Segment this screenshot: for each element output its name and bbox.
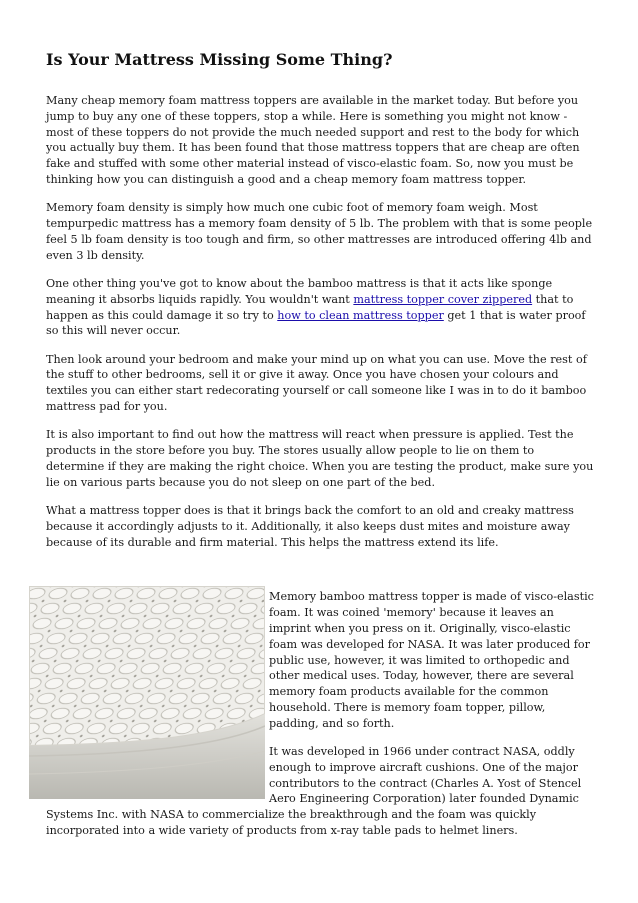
paragraph-3-text-a: One other thing you've got to know about the bamboo mattress is that it acts like sponge meaning it absorbs liquids rapidly. You wouldn't want (46, 276, 553, 306)
paragraph-4: Then look around your bedroom and make your mind up on what you can use. Move the rest of the stuff to other bedrooms, sell it or give it away. Once you have chosen your colours and textiles you can either start redecorating yourself or call someone like I was in to do it bamboo mattress pad for you. (46, 352, 587, 414)
clean-mattress-topper-link[interactable]: how to clean mattress topper (277, 308, 444, 322)
paragraph-5: It is also important to find out how the mattress will react when pressure is applied. Test the products in the store before you buy. The stores usually allow people to lie on them to determine if they are making the right choice. When you are testing the product, make sure you lie on various parts because you do not sleep on one part of the bed. (46, 428, 594, 489)
paragraph-6: What a mattress topper does is that it brings back the comfort to an old and creaky mattress because it accordingly adjusts to it. Additionally, it also keeps dust mites and moisture away because of its durable and firm material. This helps the mattress extend its life. (46, 504, 574, 549)
paragraph-2: Memory foam density is simply how much one cubic foot of memory foam weigh. Most tempurpedic mattress has a memory foam density of 5 lb. The problem with that is some people feel 5 lb foam density is too tough and firm, so other mattresses are introduced offering 4lb and even 3 lb density. (46, 201, 593, 262)
paragraph-3-text-b: that to happen as this could damage it so try to (46, 292, 574, 322)
image-text-block (46, 568, 594, 838)
mattress-topper-image (29, 586, 265, 799)
paragraph-3 (46, 276, 594, 339)
page-title: Is Your Mattress Missing Some Thing? (46, 50, 393, 69)
paragraph-7: Memory bamboo mattress topper is made of visco-elastic foam. It was coined 'memory' because it leaves an imprint when you press on it. Originally, visco-elastic foam was developed for NASA. It was later produced for public use, however, it was limited to orthopedic and other medical uses. Today, however, there are several memory foam products available for the common household. There is memory foam topper, pillow, padding, and so forth. (269, 590, 594, 730)
quilted-mattress-icon (29, 586, 265, 799)
mattress-topper-cover-link[interactable]: mattress topper cover zippered (353, 292, 533, 306)
paragraph-8: It was developed in 1966 under contract NASA, oddly enough to improve aircraft cushions. One of the major contributors to the contract (Charles A. Yost of Stencel Aero Engineering Corporation) later founded Dynamic Systems Inc. with NASA to commercialize the breakthrough and the foam was quickly incorporated into a wide variety of products from x-ray table pads to helmet liners. (46, 745, 582, 838)
paragraph-3-text-c: get 1 that is water proof so this will never occur. (46, 308, 586, 338)
paragraph-1: Many cheap memory foam mattress toppers are available in the market today. But before you jump to buy any one of these toppers, stop a while. Here is something you might not know - most of these toppers do not provide the much needed support and rest to the body for which you actually buy them. It has been found that those mattress toppers that are cheap are often fake and stuffed with some other material instead of visco-elastic foam. So, now you must be thinking how you can distinguish a good and a cheap memory foam mattress topper. (46, 94, 580, 186)
article (46, 50, 594, 851)
